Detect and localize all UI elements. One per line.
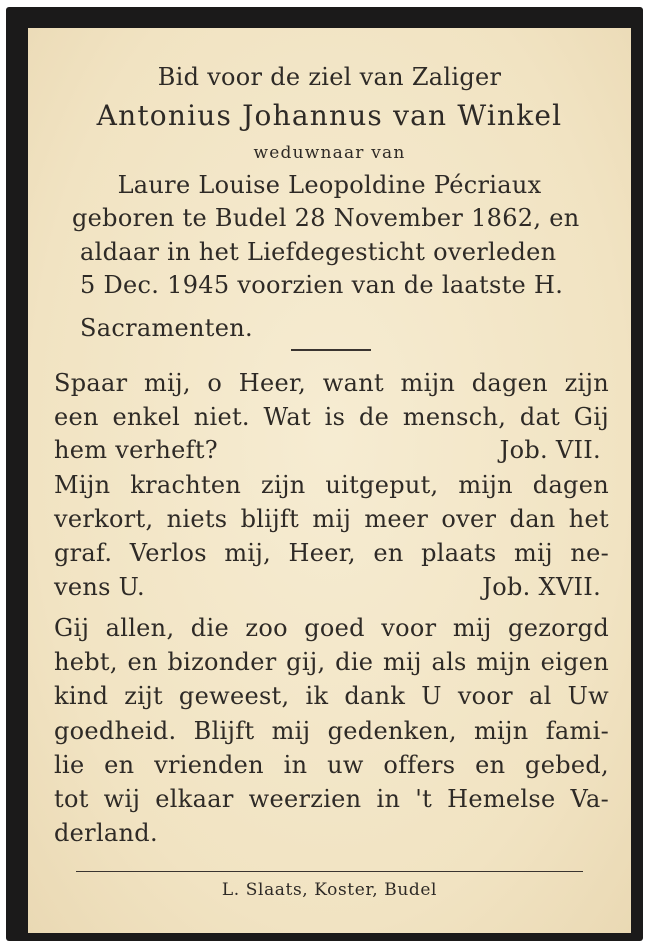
scripture-reference: Job. XVII. <box>482 573 601 601</box>
verse-line: Mijn krachten zijn uitgeput, mijn dagen <box>54 471 609 499</box>
relation-text: weduwnaar van <box>253 143 406 163</box>
closing-line: Gij allen, die zoo goed voor mij gezorgd <box>54 614 609 642</box>
verse-line-end: vens U. <box>54 573 145 601</box>
verse-line-with-reference <box>54 573 609 601</box>
closing-line: hebt, en bizonder gij, die mij als mijn eigen <box>54 648 609 676</box>
closing-line: lie en vrienden in uw offers en gebed, <box>54 751 609 779</box>
verse-line: Spaar mij, o Heer, want mijn dagen zijn <box>54 369 609 397</box>
closing-line: derland. <box>54 819 158 847</box>
bio-line: 5 Dec. 1945 voorzien van de laatste H. <box>80 271 564 299</box>
closing-line: goedheid. Blijft mij gedenken, mijn fami- <box>54 717 609 745</box>
section-divider <box>291 349 371 351</box>
bio-line: aldaar in het Liefdegesticht overleden <box>80 238 557 266</box>
footer-rule <box>76 871 583 872</box>
spouse-name: Laure Louise Leopoldine Pécriaux <box>117 171 542 199</box>
invocation-text: Bid voor de ziel van Zaliger <box>157 63 502 91</box>
deceased-name: Antonius Johannus van Winkel <box>96 99 563 132</box>
verse-line-with-reference <box>54 436 609 464</box>
verse-line-end: hem verheft? <box>54 436 218 464</box>
mourning-card <box>28 28 631 933</box>
scripture-reference: Job. VII. <box>499 436 601 464</box>
bio-line: geboren te Budel 28 November 1862, en <box>72 204 580 232</box>
printer-credit: L. Slaats, Koster, Budel <box>221 880 438 900</box>
verse-line: graf. Verlos mij, Heer, en plaats mij ne- <box>54 539 609 567</box>
verse-line: verkort, niets blijft mij meer over dan het <box>54 505 609 533</box>
closing-line: tot wij elkaar weerzien in 't Hemelse Va- <box>54 785 609 813</box>
bio-line: Sacramenten. <box>80 314 253 342</box>
closing-line: kind zijt geweest, ik dank U voor al Uw <box>54 682 609 710</box>
mourning-card-border <box>6 7 643 941</box>
verse-line: een enkel niet. Wat is de mensch, dat Gij <box>54 403 609 431</box>
